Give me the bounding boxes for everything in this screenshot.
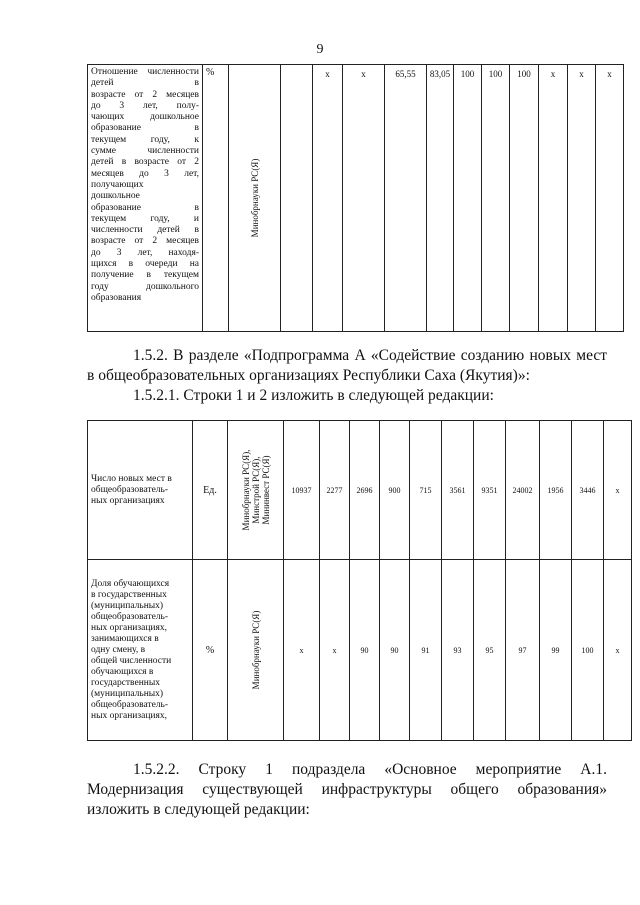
value-cell: 97 [506, 560, 540, 741]
value-cell: 90 [350, 560, 380, 741]
value-cell: 100 [482, 65, 510, 332]
indicator-table-subprogram-a [87, 420, 632, 741]
table-row [88, 560, 632, 741]
value-cell: 65,55 [385, 65, 427, 332]
value-cell: 3561 [442, 421, 474, 560]
value-cell: 2277 [320, 421, 350, 560]
unit-cell: Ед. [193, 421, 228, 560]
paragraph-1-5-2: 1.5.2. В разделе «Подпрограмма А «Содействие созданию новых мест в общеобразовательных организациях Республики Саха (Якутия)»: [87, 347, 607, 384]
value-cell: 3446 [572, 421, 604, 560]
paragraph-line: изложить в следующей редакции: [87, 801, 310, 818]
value-cell: x [313, 65, 343, 332]
value-cell: 91 [410, 560, 442, 741]
indicator-table-top [87, 64, 624, 332]
paragraph-line: 1.5.2.2. Строку 1 подраздела «Основное мероприятие А.1. [133, 761, 607, 778]
paragraph-1-5-2-1: 1.5.2.1. Строки 1 и 2 изложить в следующей редакции: [133, 387, 494, 404]
value-cell: 24002 [506, 421, 540, 560]
indicator-name-cell: Доля обучающихся в государственных (муниципальных) общеобразователь- ных организациях, занимающихся в одну смену, в общей численности обучающихся в государственных (муниципальных) общеобразователь- ных организациях, [88, 560, 193, 741]
paragraph-1-5-2-2 [87, 760, 607, 820]
value-cell: x [604, 421, 632, 560]
value-cell: 10937 [284, 421, 320, 560]
value-cell: 95 [474, 560, 506, 741]
value-cell: 1956 [540, 421, 572, 560]
value-cell: x [568, 65, 596, 332]
value-cell: x [596, 65, 624, 332]
table-row [88, 65, 624, 332]
paragraph-line: Модернизация существующей инфраструктуры общего образования» [87, 781, 607, 798]
page-number: 9 [316, 42, 324, 57]
unit-cell: % [193, 560, 228, 741]
value-cell: x [320, 560, 350, 741]
indicator-name-cell: Число новых мест в общеобразователь- ных организациях [88, 421, 193, 560]
value-cell: 100 [572, 560, 604, 741]
value-cell: 90 [380, 560, 410, 741]
value-cell: 100 [510, 65, 539, 332]
empty-cell [281, 65, 313, 332]
value-cell: 900 [380, 421, 410, 560]
value-cell: 100 [454, 65, 482, 332]
value-cell: x [343, 65, 385, 332]
value-cell: x [604, 560, 632, 741]
value-cell: 93 [442, 560, 474, 741]
value-cell: 9351 [474, 421, 506, 560]
responsible-cell: Минобрнауки РС(Я) [229, 65, 281, 332]
table-row [88, 421, 632, 560]
value-cell: 83,05 [427, 65, 454, 332]
value-cell: x [284, 560, 320, 741]
value-cell: 99 [540, 560, 572, 741]
unit-cell: % [203, 65, 229, 332]
indicator-name-cell: Отношение численности детей в возрасте от 2 месяцев до 3 лет, полу- чающих дошкольное образование в текущем году, к сумме численности детей в возрасте от 2 месяцев до 3 лет, получающих дошкольное образование в текущем году, и численности детей в возрасте от 2 месяцев до 3 лет, находя- щихся в очереди на получение в текущем году дошкольного образования [88, 65, 203, 332]
responsible-cell: Минобрнауки РС(Я) [228, 560, 284, 741]
value-cell: 2696 [350, 421, 380, 560]
value-cell: 715 [410, 421, 442, 560]
value-cell: x [539, 65, 568, 332]
responsible-cell: Минобрнауки РС(Я), Минстрой РС(Я), Мининвест РС(Я) [228, 421, 284, 560]
